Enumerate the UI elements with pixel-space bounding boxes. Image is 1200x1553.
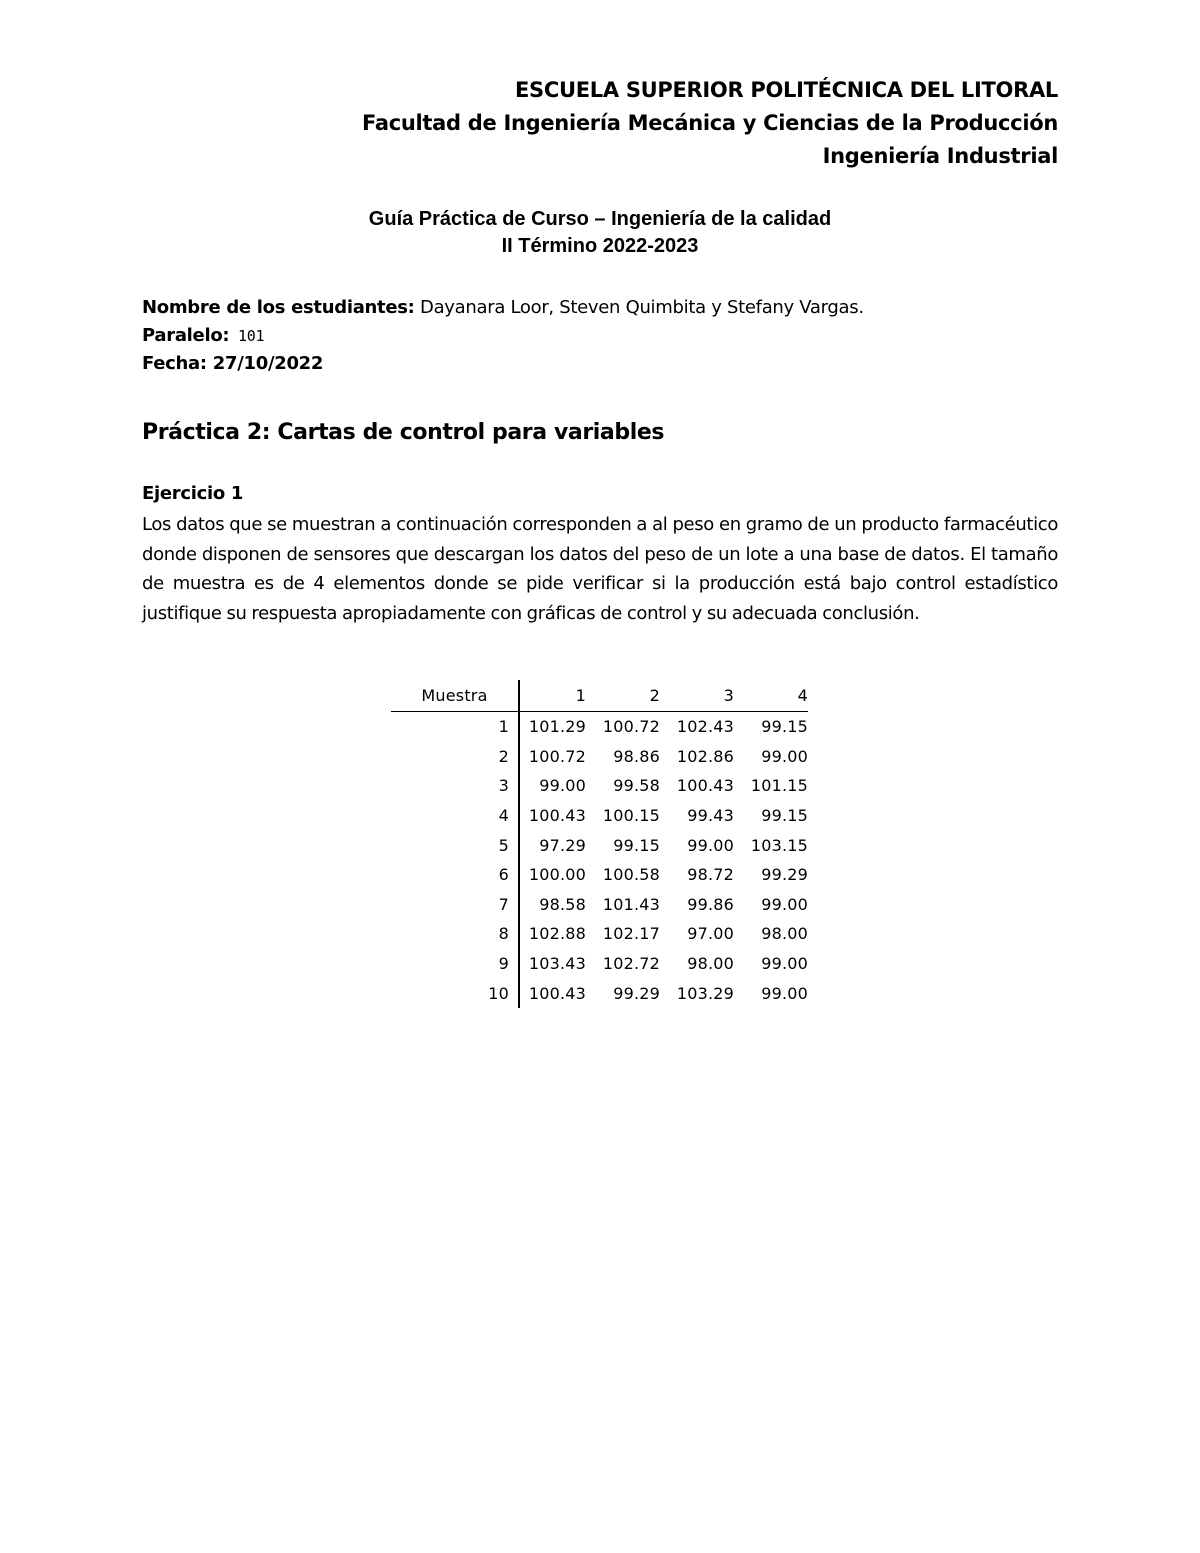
sample-number-cell: 8 [391, 919, 519, 949]
table-row [391, 860, 808, 890]
table-header-sample: Muestra [391, 680, 519, 712]
weight-value-cell: 100.72 [528, 746, 586, 766]
exercise-title: Ejercicio 1 [142, 483, 244, 504]
weight-value-cell: 99.15 [761, 806, 808, 826]
weight-value-cell: 100.15 [602, 806, 660, 826]
table-row [391, 978, 808, 1008]
table-row [391, 771, 808, 801]
weight-value-cell: 99.00 [761, 894, 808, 914]
weight-value-cell: 101.43 [602, 894, 660, 914]
table-header-col-1: 1 [519, 680, 586, 712]
weight-value-cell: 103.43 [528, 954, 586, 974]
weight-value-cell: 99.86 [687, 894, 734, 914]
course-title: Guía Práctica de Curso – Ingeniería de la calidad [368, 208, 832, 230]
students-label: Nombre de los estudiantes: [142, 297, 415, 318]
weight-value-cell: 100.72 [602, 717, 660, 737]
table-header-col-4: 4 [734, 680, 808, 712]
weight-value-cell: 101.29 [528, 717, 586, 737]
weight-value-cell: 97.29 [539, 835, 586, 855]
table-row [391, 742, 808, 772]
sample-number-cell: 3 [391, 771, 519, 801]
students-value: Dayanara Loor, Steven Quimbita y Stefany Vargas. [414, 297, 864, 318]
exercise-statement: Los datos que se muestran a continuación corresponden a al peso en gramo de un producto farmacéutico donde disponen de sensores que descargan los datos del peso de un lote a una base de datos. El tamaño de muestra es de 4 elementos donde se pide verificar si la producción está bajo control estadístico justifique su respuesta apropiadamente con gráficas de control y su adecuada conclusión. [142, 514, 1058, 624]
sample-number-cell: 1 [391, 712, 519, 742]
weight-value-cell: 99.00 [761, 954, 808, 974]
date-label: Fecha: [142, 353, 207, 374]
weight-value-cell: 103.15 [750, 835, 808, 855]
weight-value-cell: 102.43 [676, 717, 734, 737]
weight-value-cell: 99.00 [761, 983, 808, 1003]
parallel-line [142, 322, 864, 350]
weight-value-cell: 99.29 [613, 983, 660, 1003]
weight-value-cell: 99.15 [761, 717, 808, 737]
course-term: II Término 2022-2023 [501, 235, 699, 257]
program-name: Ingeniería Industrial [822, 144, 1058, 168]
weight-value-cell: 102.86 [676, 746, 734, 766]
parallel-value: 101 [229, 327, 265, 345]
document-header [362, 74, 1058, 173]
sample-number-cell: 4 [391, 801, 519, 831]
weight-value-cell: 100.43 [528, 806, 586, 826]
weight-value-cell: 102.72 [602, 954, 660, 974]
date-value: 27/10/2022 [206, 353, 324, 374]
practice-title: Práctica 2: Cartas de control para variables [142, 420, 665, 445]
weight-value-cell: 100.43 [676, 776, 734, 796]
weight-value-cell: 102.17 [602, 924, 660, 944]
weight-value-cell: 102.88 [528, 924, 586, 944]
weight-value-cell: 98.86 [613, 746, 660, 766]
table-body [391, 712, 808, 1008]
sample-number-cell: 10 [391, 978, 519, 1008]
weight-value-cell: 99.15 [613, 835, 660, 855]
weight-value-cell: 99.00 [687, 835, 734, 855]
institution-name: ESCUELA SUPERIOR POLITÉCNICA DEL LITORAL [515, 78, 1058, 102]
parallel-label: Paralelo: [142, 325, 230, 346]
weight-value-cell: 99.29 [761, 865, 808, 885]
weight-value-cell: 100.00 [528, 865, 586, 885]
course-heading [0, 206, 1200, 260]
weight-data-table [391, 680, 808, 1008]
weight-value-cell: 98.58 [539, 894, 586, 914]
weight-value-cell: 99.43 [687, 806, 734, 826]
sample-number-cell: 5 [391, 830, 519, 860]
weight-value-cell: 101.15 [750, 776, 808, 796]
weight-value-cell: 100.58 [602, 865, 660, 885]
weight-value-cell: 98.72 [687, 865, 734, 885]
students-line [142, 294, 864, 322]
faculty-name: Facultad de Ingeniería Mecánica y Ciencias de la Producción [362, 111, 1058, 135]
date-line [142, 350, 864, 378]
weight-value-cell: 100.43 [528, 983, 586, 1003]
student-info [142, 294, 864, 378]
sample-number-cell: 6 [391, 860, 519, 890]
sample-number-cell: 9 [391, 949, 519, 979]
table-header-col-2: 2 [586, 680, 660, 712]
weight-value-cell: 99.00 [761, 746, 808, 766]
weight-value-cell: 99.58 [613, 776, 660, 796]
table-row [391, 830, 808, 860]
table-header-col-3: 3 [660, 680, 734, 712]
table-header-row [391, 680, 808, 712]
table-row [391, 949, 808, 979]
weight-value-cell: 97.00 [687, 924, 734, 944]
sample-number-cell: 7 [391, 890, 519, 920]
table-row [391, 919, 808, 949]
sample-number-cell: 2 [391, 742, 519, 772]
table-row [391, 890, 808, 920]
table-row [391, 712, 808, 742]
table-row [391, 801, 808, 831]
weight-value-cell: 98.00 [687, 954, 734, 974]
weight-value-cell: 99.00 [539, 776, 586, 796]
weight-value-cell: 98.00 [761, 924, 808, 944]
weight-value-cell: 103.29 [676, 983, 734, 1003]
